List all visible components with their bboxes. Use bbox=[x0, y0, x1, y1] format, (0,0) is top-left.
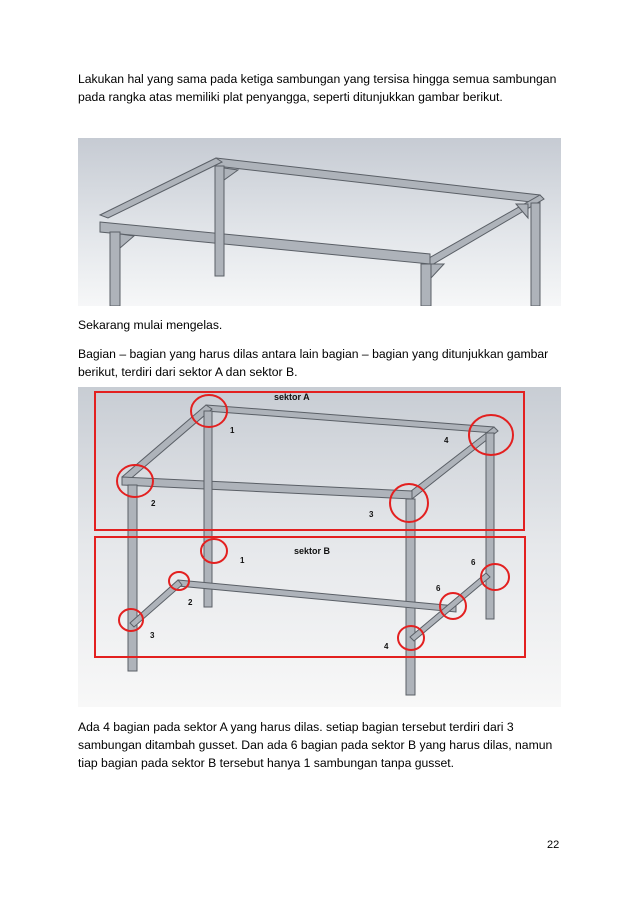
sector-b-label: sektor B bbox=[294, 546, 331, 556]
marker-b2: 2 bbox=[188, 598, 193, 607]
paragraph-start-welding: Sekarang mulai mengelas. bbox=[78, 318, 223, 332]
marker-b6b: 6 bbox=[471, 558, 476, 567]
page-number: 22 bbox=[547, 839, 560, 851]
weld-sector-illustration bbox=[78, 387, 561, 707]
marker-b4: 4 bbox=[384, 642, 389, 651]
marker-a3: 3 bbox=[369, 510, 374, 519]
sector-a-label: sektor A bbox=[274, 392, 310, 402]
marker-b6a: 6 bbox=[436, 584, 441, 593]
paragraph-intro: Lakukan hal yang sama pada ketiga sambungan yang tersisa hingga semua sambungan pada rangka atas memiliki plat penyangga, seperti ditunjukkan gambar berikut. bbox=[78, 72, 557, 104]
figure-weld-sectors bbox=[78, 387, 561, 707]
marker-a1: 1 bbox=[230, 426, 235, 435]
marker-b3: 3 bbox=[150, 631, 155, 640]
paragraph-sector-summary: Ada 4 bagian pada sektor A yang harus dilas. setiap bagian tersebut terdiri dari 3 sambungan ditambah gusset. Dan ada 6 bagian pada sektor B yang harus dilas, namun tiap bagian pada sektor B tersebut hanya 1 sambungan tanpa gusset. bbox=[78, 720, 553, 770]
marker-a2: 2 bbox=[151, 499, 156, 508]
paragraph-parts: Bagian – bagian yang harus dilas antara lain bagian – bagian yang ditunjukkan gambar berikut, terdiri dari sektor A dan sektor B. bbox=[78, 347, 549, 379]
figure-frame-top-gussets bbox=[78, 138, 561, 306]
marker-a4: 4 bbox=[444, 436, 449, 445]
frame-illustration bbox=[78, 138, 561, 306]
marker-b1: 1 bbox=[240, 556, 245, 565]
